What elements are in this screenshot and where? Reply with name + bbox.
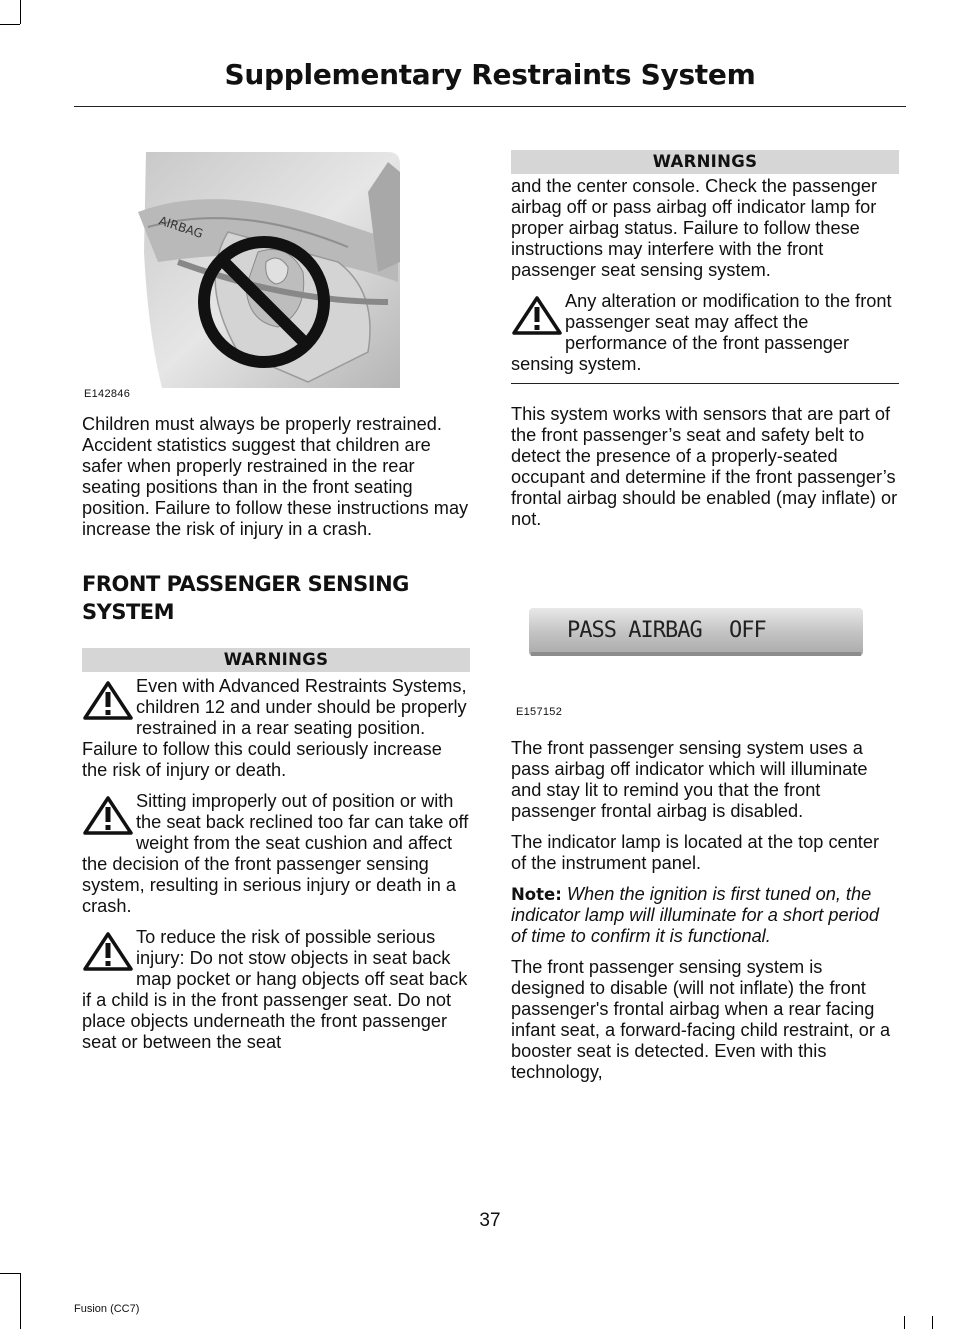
warning-text: Sitting improperly out of position or with the seat back reclined too far can take off weight from the seat cushion and affect the decision of the front passenger sensing system, resulting in serious injury or death in a crash. [82,791,469,916]
warning-item [82,791,470,917]
display-text-right: OFF [729,618,766,643]
note-label: Note: [511,885,562,904]
footer-model: Fusion (CC7) [74,1303,140,1315]
warning-text: Any alteration or modification to the front passenger seat may affect the performance of the front passenger sensing system. [511,291,892,374]
warnings-header: WARNINGS [82,648,470,672]
section-heading: FRONT PASSENGER SENSING SYSTEM [82,572,409,624]
crop-mark [904,1316,905,1329]
warning-triangle-icon [82,795,134,837]
page-title: Supplementary Restraints System [224,58,756,91]
warning-triangle-icon [82,680,134,722]
note-text: When the ignition is first tuned on, the indicator lamp will illuminate for a short period of time to confirm it is functional. [511,884,879,946]
crop-mark [932,1316,933,1329]
intro-paragraph: Children must always be properly restrained. Accident statistics suggest that children are safer when properly restrained in the rear seating positions than in the front seating position. Failure to follow these instructions may increase the risk of injury in a crash. [82,414,469,539]
figure-id: E157152 [516,706,563,718]
warning-triangle-icon [82,931,134,973]
warning-text: Even with Advanced Restraints Systems, children 12 and under should be properly restrained in a rear seating position. Failure to follow this could seriously increase the risk of injury or death. [82,676,467,780]
child-seat-airbag-figure [82,150,470,404]
display-text-left: PASS AIRBAG [567,618,702,643]
warning-item [82,927,470,1053]
indicator-location: The indicator lamp is located at the top center of the instrument panel. [511,832,879,873]
warnings-header: WARNINGS [511,150,899,174]
warning-text: To reduce the risk of possible serious injury: Do not stow objects in seat back map pocket or hang objects off seat back if a child is in the front passenger seat. Do not place objects underneath the front passenger seat or between the seat [82,927,468,1052]
note-paragraph [511,884,899,947]
warning-item [82,676,470,781]
page-number: 37 [479,1210,501,1231]
crop-mark [20,0,21,24]
warning-item [511,291,899,375]
figure-id: E142846 [84,388,131,400]
child-seat-illustration [138,152,468,392]
disable-description: The front passenger sensing system is designed to disable (will not inflate) the front passenger's frontal airbag when a rear facing infant seat, a forward-facing child restraint, or a booster seat is detected. Even with this technology, [511,957,891,1082]
system-description: This system works with sensors that are part of the front passenger’s seat and safety belt to detect the presence of a properly-seated occupant and determine if the front passenger’s frontal airbag should be enabled (may inflate) or not. [511,404,898,529]
indicator-description: The front passenger sensing system uses a pass airbag off indicator which will illuminate and stay lit to remind you that the front passenger frontal airbag is disabled. [511,738,868,821]
crop-mark [0,24,20,25]
crop-mark [0,1273,20,1274]
airbag-label: AIRBAG [157,213,205,241]
pass-airbag-off-display [529,608,863,664]
warnings-end-divider [511,383,899,384]
warning-continued-text: and the center console. Check the passenger airbag off or pass airbag off indicator lamp for proper airbag status. Failure to follow these instructions may interfere with the front passenger seat sensing system. [511,176,878,280]
right-column [511,150,899,1093]
crop-mark [20,1273,21,1329]
title-divider [74,106,906,107]
warning-triangle-icon [511,295,563,337]
left-column [82,150,470,1063]
